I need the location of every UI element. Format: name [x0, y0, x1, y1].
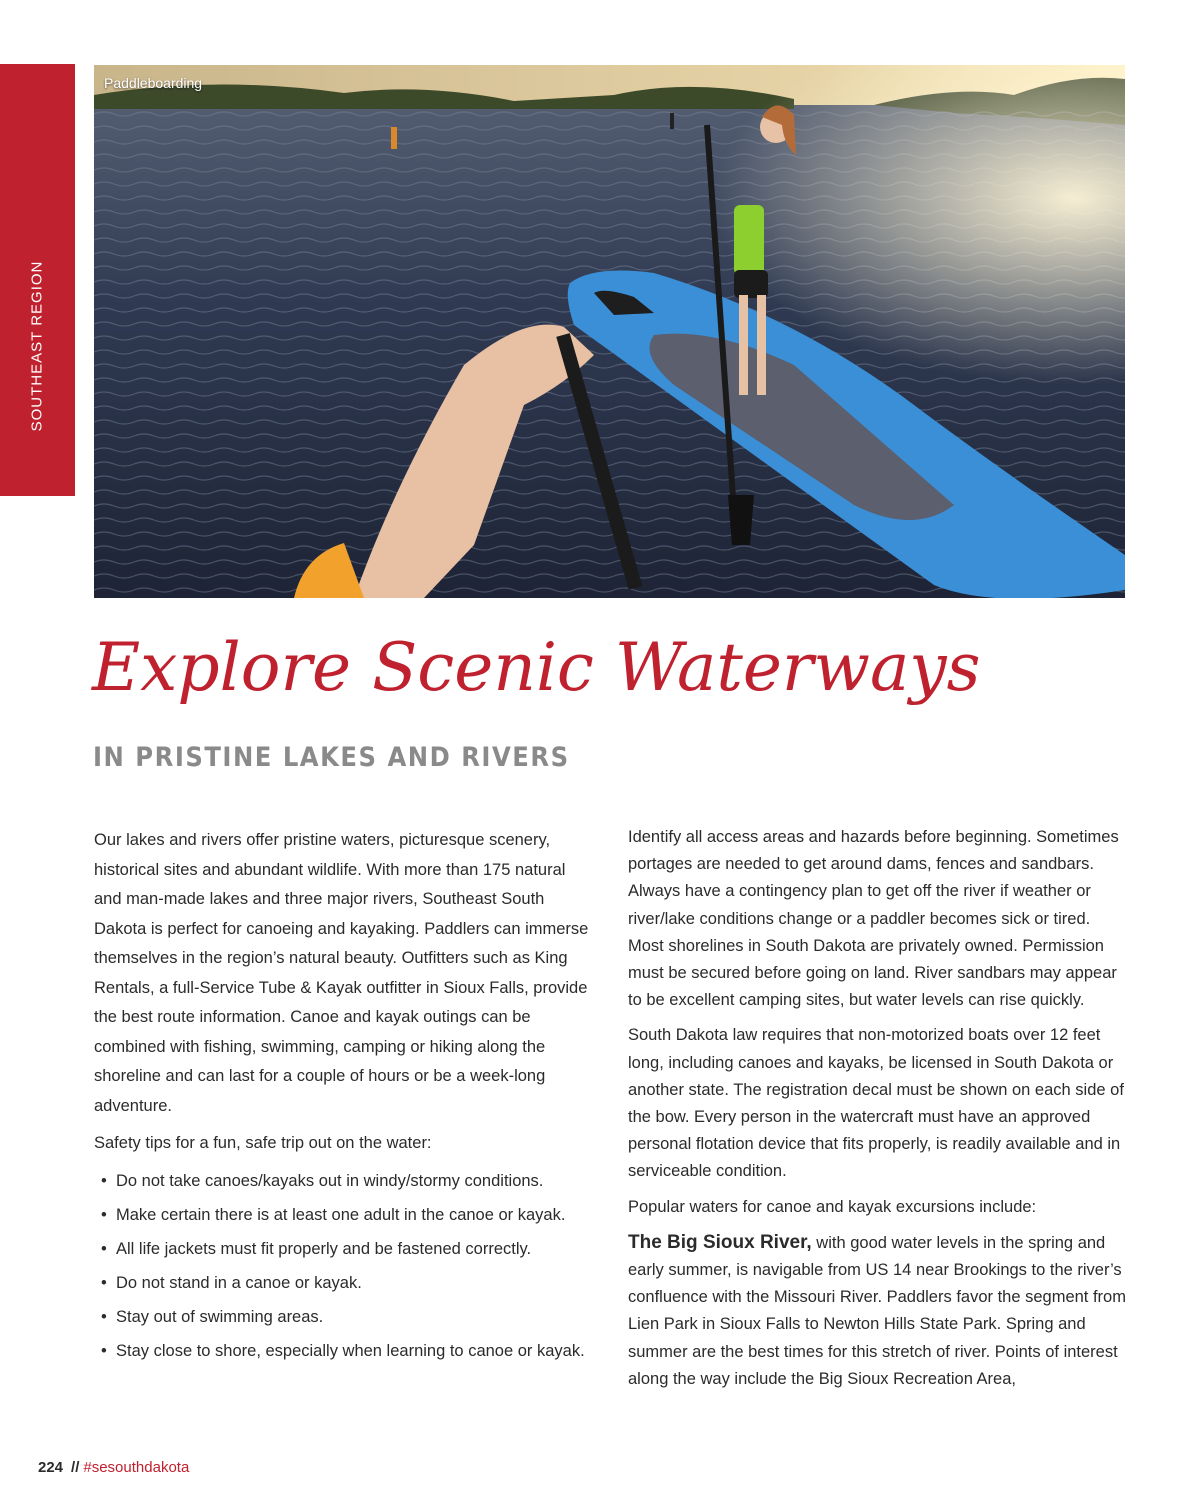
safety-intro: Safety tips for a fun, safe trip out on the water: [94, 1134, 432, 1152]
licensing-paragraph: South Dakota law requires that non-motorized boats over 12 feet long, including canoes and kayaks, be licensed in South Dakota or another state. The registration decal must be shown on each side of the bow. Every person in the watercraft must have an approved personal flotation device that fits properly, is readily available and in serviceable condition. [628, 1026, 1124, 1181]
list-item: • Do not stand in a canoe or kayak. [94, 1269, 594, 1299]
safety-tips-list [94, 1167, 594, 1367]
list-item: • Make certain there is at least one adult in the canoe or kayak. [94, 1201, 594, 1231]
paddleboarding-photo [94, 65, 1125, 598]
list-item: • Stay out of swimming areas. [94, 1303, 594, 1333]
footer-separator: // [71, 1459, 80, 1476]
list-item: • Stay close to shore, especially when learning to canoe or kayak. [94, 1337, 594, 1367]
list-item: • Do not take canoes/kayaks out in windy/stormy conditions. [94, 1167, 594, 1197]
right-column [628, 824, 1128, 1401]
popular-waters-intro: Popular waters for canoe and kayak excursions include: [628, 1197, 1037, 1216]
region-tab [0, 64, 75, 496]
hazards-paragraph: Identify all access areas and hazards before beginning. Sometimes portages are needed to get around dams, fences and sandbars. Always have a contingency plan to get off the river if weather or river/lake conditions change or a paddler becomes sick or tired. Most shorelines in South Dakota are privately owned. Permission must be secured before going on land. River sandbars may appear to be excellent camping sites, but water levels can rise quickly. [628, 828, 1119, 1010]
river-description: with good water levels in the spring and early summer, is navigable from US 14 near Brookings to the river’s confluence with the Missouri River. Paddlers favor the segment from Lien Park in Sioux Falls to Newton Hills State Park. Spring and summer are the best times for this stretch of river. Points of interest along the way include the Big Sioux Recreation Area, [628, 1233, 1126, 1388]
page-number: 224 [38, 1459, 64, 1476]
left-column [94, 826, 594, 1371]
page-subtitle: IN PRISTINE LAKES AND RIVERS [93, 742, 570, 773]
intro-paragraph: Our lakes and rivers offer pristine waters, picturesque scenery, historical sites and abundant wildlife. With more than 175 natural and man-made lakes and three major rivers, Southeast South Dakota is perfect for canoeing and kayaking. Paddlers can immerse themselves in the region’s natural beauty. Outfitters such as King Rentals, a full-Service Tube & Kayak outfitter in Sioux Falls, provide the best route information. Canoe and kayak outings can be combined with fishing, swimming, camping or hiking along the shoreline and can last for a couple of hours or be a week-long adventure. [94, 831, 589, 1115]
river-name: The Big Sioux River, [628, 1231, 812, 1253]
hashtag: #sesouthdakota [83, 1459, 190, 1476]
page-footer [38, 1459, 189, 1476]
paddleboard-scene-image [94, 65, 1125, 598]
region-label: SOUTHEAST REGION [28, 260, 46, 432]
page-title: Explore Scenic Waterways [92, 629, 981, 706]
big-sioux-paragraph [628, 1229, 1128, 1393]
list-item: • All life jackets must fit properly and be fastened correctly. [94, 1235, 594, 1265]
photo-caption: Paddleboarding [104, 75, 203, 91]
